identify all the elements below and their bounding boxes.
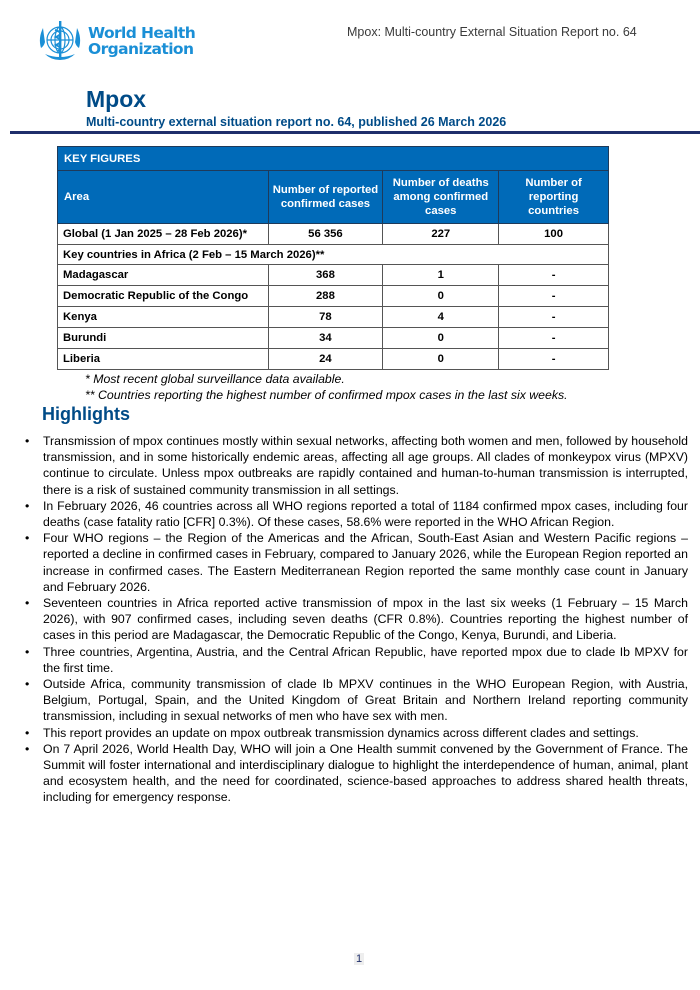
list-item (22, 725, 688, 741)
table-header-row (58, 171, 609, 224)
list-item (22, 433, 688, 498)
bullet-icon: • (25, 677, 30, 692)
column-header-countries: Number of reporting countries (499, 171, 609, 224)
cell-countries: - (499, 286, 609, 307)
highlight-text: In February 2026, 46 countries across all WHO regions reported a total of 1184 confirmed mpox cases, including four deaths (case fatality ratio [CFR] 0.3%). Of these cases, 58.6% were reported in the WHO African Region. (43, 498, 688, 530)
highlight-text: Three countries, Argentina, Austria, and the Central African Republic, have reported mpox due to clade Ib MPXV for the first time. (43, 644, 688, 675)
bullet-icon: • (25, 725, 30, 740)
table-group-row-africa (58, 245, 609, 265)
running-header: Mpox: Multi-country External Situation Report no. 64 (347, 25, 637, 39)
cell-countries: - (499, 265, 609, 286)
cell-countries: - (499, 307, 609, 328)
key-figures-table (57, 146, 609, 370)
highlight-text: Four WHO regions – the Region of the Americas and the African, South-East Asian and Western Pacific regions – reported a decline in confirmed cases in February, compared to January 2026, while the European Region reported an increase in confirmed cases. The Eastern Mediterranean Region reported the same monthly case count in January and February 2026. (43, 531, 688, 594)
cell-deaths: 0 (383, 349, 499, 370)
list-item (22, 741, 688, 806)
cell-deaths: 0 (383, 328, 499, 349)
list-item (22, 676, 688, 725)
org-name-line2: Organization (88, 40, 194, 58)
highlight-text: Transmission of mpox continues mostly within sexual networks, affecting both women and men, followed by household transmission, and in some historically endemic areas, affecting all age groups. All clades of monkeypox virus (MPXV) continue to circulate. Unless mpox outbreaks are rapidly contained and human-to-human transmission is interrupted, there is a risk of sustained community transmission in all settings. (43, 434, 688, 497)
cell-area: Burundi (58, 328, 269, 349)
bullet-icon: • (25, 741, 30, 756)
cell-area: Madagascar (58, 265, 269, 286)
cell-area: Global (1 Jan 2025 – 28 Feb 2026)* (58, 224, 269, 245)
document-title: Mpox (86, 86, 147, 112)
cell-countries: - (499, 349, 609, 370)
africa-group-label: Key countries in Africa (2 Feb – 15 March 2026)** (58, 245, 609, 265)
list-item (22, 530, 688, 595)
cell-deaths: 227 (383, 224, 499, 245)
table-row-global (58, 224, 609, 245)
key-figures-label: KEY FIGURES (58, 147, 609, 171)
cell-deaths: 0 (383, 286, 499, 307)
cell-area: Kenya (58, 307, 269, 328)
bullet-icon: • (25, 644, 30, 659)
cell-cases: 34 (268, 328, 383, 349)
cell-area: Democratic Republic of the Congo (58, 286, 269, 307)
who-logo (35, 18, 195, 64)
cell-deaths: 1 (383, 265, 499, 286)
highlights-list (22, 433, 688, 806)
bullet-icon: • (25, 498, 30, 513)
table-row (58, 265, 609, 286)
bullet-icon: • (25, 596, 30, 611)
highlight-text: On 7 April 2026, World Health Day, WHO will join a One Health summit convened by the Government of France. The Summit will foster international and interdisciplinary dialogue to highlight the interdependence of human, animal, plant and ecosystem health, and the need for coordinated, science-based approaches to address shared health threats, including for emergency response. (43, 741, 688, 805)
bullet-icon: • (25, 531, 30, 546)
highlights-heading: Highlights (42, 404, 130, 424)
org-name-line1: World Health (88, 24, 196, 42)
table-row (58, 349, 609, 370)
table-row (58, 328, 609, 349)
cell-countries: - (499, 328, 609, 349)
bullet-icon: • (25, 434, 30, 448)
footnote-africa: ** Countries reporting the highest number of confirmed mpox cases in the last six weeks. (85, 388, 568, 402)
list-item (22, 498, 688, 530)
table-row (58, 286, 609, 307)
key-figures-band (58, 147, 609, 171)
column-header-cases: Number of reported confirmed cases (268, 171, 383, 224)
cell-cases: 78 (268, 307, 383, 328)
highlight-text: Outside Africa, community transmission of clade Ib MPXV continues in the WHO European Region, with Austria, Belgium, Portugal, Spain, and the United Kingdom of Great Britain and Northern Ireland reporting community transmission, including in sexual networks of men who have sex with men. (43, 677, 688, 724)
cell-cases: 368 (268, 265, 383, 286)
org-name (88, 25, 195, 57)
list-item (22, 644, 688, 676)
column-header-deaths: Number of deaths among confirmed cases (383, 171, 499, 224)
table-footnotes (85, 371, 568, 403)
cell-area: Liberia (58, 349, 269, 370)
column-header-area: Area (58, 171, 269, 224)
table-row (58, 307, 609, 328)
list-item (22, 595, 688, 644)
header-divider (10, 131, 700, 134)
highlight-text: Seventeen countries in Africa reported active transmission of mpox in the last six weeks (1 February – 15 March 2026), with 907 confirmed cases, including seven deaths (CFR 0.8%). Countries reporting the highest number of cases in this period are Madagascar, the Democratic Republic of the Congo, Kenya, Burundi, and Liberia. (43, 596, 688, 643)
cell-deaths: 4 (383, 307, 499, 328)
cell-countries: 100 (499, 224, 609, 245)
who-emblem-icon (35, 18, 85, 64)
cell-cases: 56 356 (268, 224, 383, 245)
highlight-text: This report provides an update on mpox outbreak transmission dynamics across different clades and settings. (43, 725, 639, 740)
document-subtitle: Multi-country external situation report no. 64, published 26 March 2026 (86, 115, 507, 129)
page-number: 1 (356, 953, 363, 965)
footnote-global: * Most recent global surveillance data available. (85, 372, 345, 386)
cell-cases: 288 (268, 286, 383, 307)
cell-cases: 24 (268, 349, 383, 370)
